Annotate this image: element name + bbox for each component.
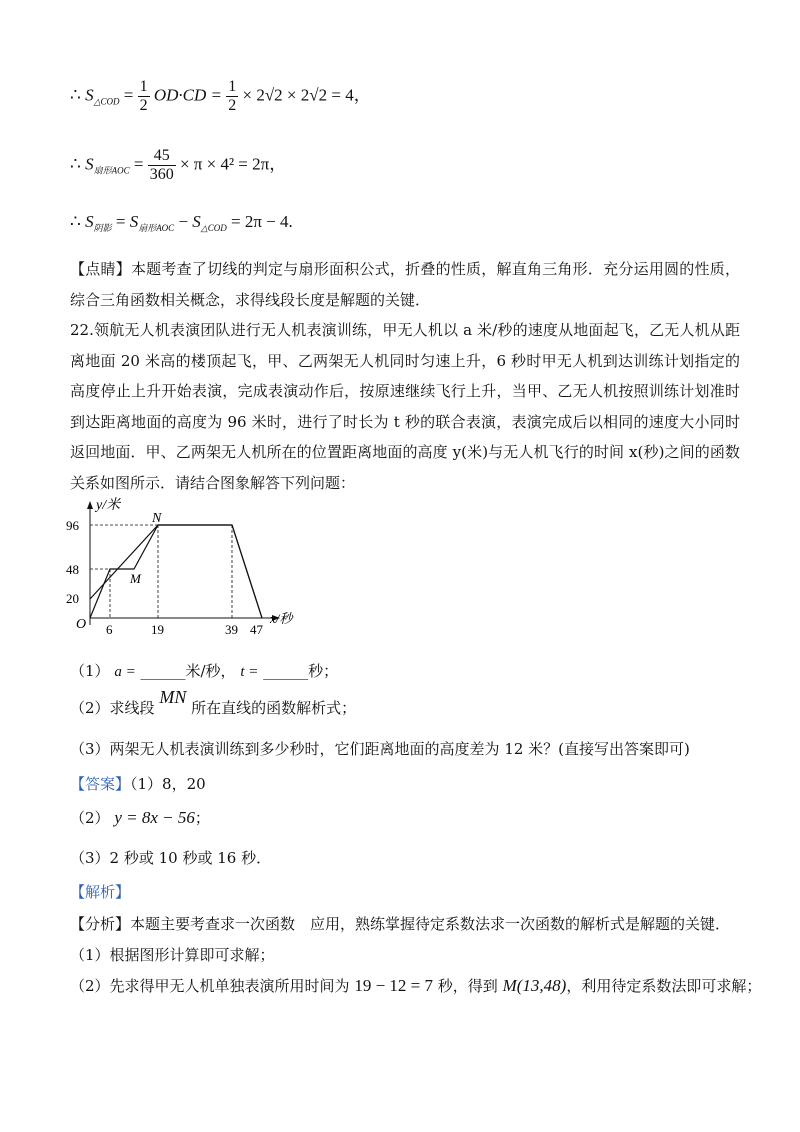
- question-3: （3）两架无人机表演训练到多少秒时，它们距离地面的高度差为 12 米？(直接写出答案即可): [70, 740, 690, 758]
- area-symbol: S: [85, 212, 94, 231]
- formula-area-cod: ∴ $S_{\triangle COD}$ = $\frac{1}{2}$ OD·CD = $\frac{1}{2}$ × 2√2 × 2√2 = 4，: [70, 78, 371, 114]
- area-subscript-3: △COD: [200, 223, 227, 233]
- formula-sector-area: ∴ $S_{扇形AOC}$ = $\frac{45}{360}$ × π × 4² = 2π，: [70, 147, 287, 183]
- area-subscript: △COD: [93, 96, 120, 107]
- x-tick-39: 39: [225, 622, 238, 635]
- formula-tail: × π × 4² = 2π: [179, 154, 270, 174]
- answer-line-1: [70, 774, 206, 794]
- q1-number: （1）: [70, 662, 110, 680]
- point-n-label: N: [152, 511, 162, 526]
- area-symbol: S: [85, 154, 94, 174]
- y-axis-arrow: [87, 501, 93, 509]
- q2-suffix: 所在直线的函数解析式；: [191, 699, 357, 717]
- step-2-formula: 19 − 12 = 7: [354, 976, 434, 995]
- area-subscript: 阴影: [93, 223, 112, 233]
- formula-end: .: [288, 212, 293, 231]
- area-subscript: 扇形AOC: [93, 165, 130, 176]
- analysis-step-2: [70, 976, 761, 996]
- step-2-text-a: （2）先求得甲无人机单独表演所用时间为: [70, 977, 350, 995]
- answer-1: （1）8，20: [130, 775, 206, 793]
- y-tick-48: 48: [66, 562, 79, 577]
- formula-end: ，: [269, 154, 287, 174]
- q1-unit-t: 秒；: [308, 662, 339, 680]
- area-symbol: S: [85, 85, 94, 105]
- problem-22: [70, 315, 740, 498]
- question-1: [70, 661, 338, 682]
- fraction-half: $\frac{1}{2}$: [139, 78, 148, 114]
- point-m-label: M: [130, 571, 141, 586]
- analysis-fenxi: [70, 914, 730, 934]
- comment-paragraph: [70, 254, 740, 315]
- q2-segment-mn: MN: [159, 687, 187, 707]
- area-symbol-2: S: [129, 212, 139, 231]
- y-tick-20: 20: [66, 591, 79, 606]
- answer-2-end: ；: [194, 809, 210, 827]
- q1-t-label: t =: [240, 664, 259, 680]
- fraction-half-2: $\frac{1}{2}$: [228, 78, 237, 114]
- equals-sign: =: [115, 212, 126, 231]
- x-tick-6: 6: [106, 622, 113, 635]
- fraction-45-360: $\frac{45}{360}$: [149, 147, 174, 183]
- q1-blank-t: ______: [263, 662, 309, 680]
- y-tick-96: 96: [66, 518, 79, 533]
- formula-middle: OD·CD =: [153, 85, 223, 105]
- comment-text: 本题考查了切线的判定与扇形面积公式，折叠的性质，解直角三角形．充分运用圆的性质，综合三角函数相关概念，求得线段长度是解题的关键．: [70, 260, 740, 309]
- formula-shaded-area: [70, 212, 293, 238]
- minus-sign: −: [178, 212, 189, 231]
- formula-tail: = 2π − 4: [230, 212, 289, 231]
- formula-tail: × 2√2 × 2√2 = 4: [242, 85, 354, 105]
- function-graph: [64, 495, 314, 635]
- problem-text: 领航无人机表演团队进行无人机表演训练，甲无人机以 a 米/秒的速度从地面起飞，乙无人机从距离地面 20 米高的楼顶起飞，甲、乙两架无人机同时匀速上升，6 秒时甲无人机到达训练计划指定的高度停止上升开始表演，完成表演动作后，按原速继续飞行上升，当甲、乙无人机按照训练计划准时到达距离地面的高度为 96 米时，进行了时长为 t 秒的联合表演，表演完成后以相同的速度大小同时返回地面．甲、乙两架无人机所在的位置距离地面的高度 y(米)与无人机飞行的时间 x(秒)之间的函数关系如图所示．请结合图象解答下列问题：: [70, 321, 740, 492]
- q2-prefix: （2）求线段: [70, 699, 155, 717]
- formula-end: ，: [353, 85, 371, 105]
- fenxi-text: 本题主要考查求一次函数 应用，熟练掌握待定系数法求一次函数的解析式是解题的关键．: [130, 915, 731, 933]
- origin-label: O: [76, 617, 87, 632]
- comment-tag: 【点睛】: [70, 260, 131, 278]
- answer-2-formula: y = 8x − 56: [114, 808, 195, 827]
- x-axis-label: x/秒: [270, 611, 293, 626]
- answer-line-3: （3）2 秒或 10 秒或 16 秒．: [70, 849, 272, 867]
- q1-blank-a: ______: [140, 662, 186, 680]
- answer-line-2: [70, 808, 210, 828]
- analysis-step-1: （1）根据图形计算即可求解；: [70, 946, 275, 964]
- line-yi: [90, 525, 262, 618]
- analysis-tag: 【解析】: [70, 883, 131, 901]
- x-tick-47: 47: [250, 622, 263, 635]
- therefore-symbol: ∴: [70, 212, 81, 231]
- point-m-coords: M(13,48): [502, 976, 567, 995]
- question-2: [70, 687, 357, 718]
- step-2-text-b: 秒，得到: [437, 977, 498, 995]
- q1-unit-a: 米/秒，: [185, 662, 236, 680]
- area-symbol-3: S: [192, 212, 201, 231]
- therefore-symbol: ∴: [70, 154, 81, 174]
- fenxi-tag: 【分析】: [70, 915, 131, 933]
- x-tick-19: 19: [151, 622, 164, 635]
- q1-a-label: a =: [114, 664, 136, 680]
- answer-2-prefix: （2）: [70, 809, 110, 827]
- area-subscript-2: 扇形AOC: [138, 223, 175, 233]
- y-axis-label: y/米: [96, 498, 121, 513]
- problem-number: 22.: [70, 321, 94, 339]
- answer-tag: 【答案】: [70, 775, 131, 793]
- step-2-text-c: ，利用待定系数法即可求解；: [566, 977, 762, 995]
- therefore-symbol: ∴: [70, 85, 81, 105]
